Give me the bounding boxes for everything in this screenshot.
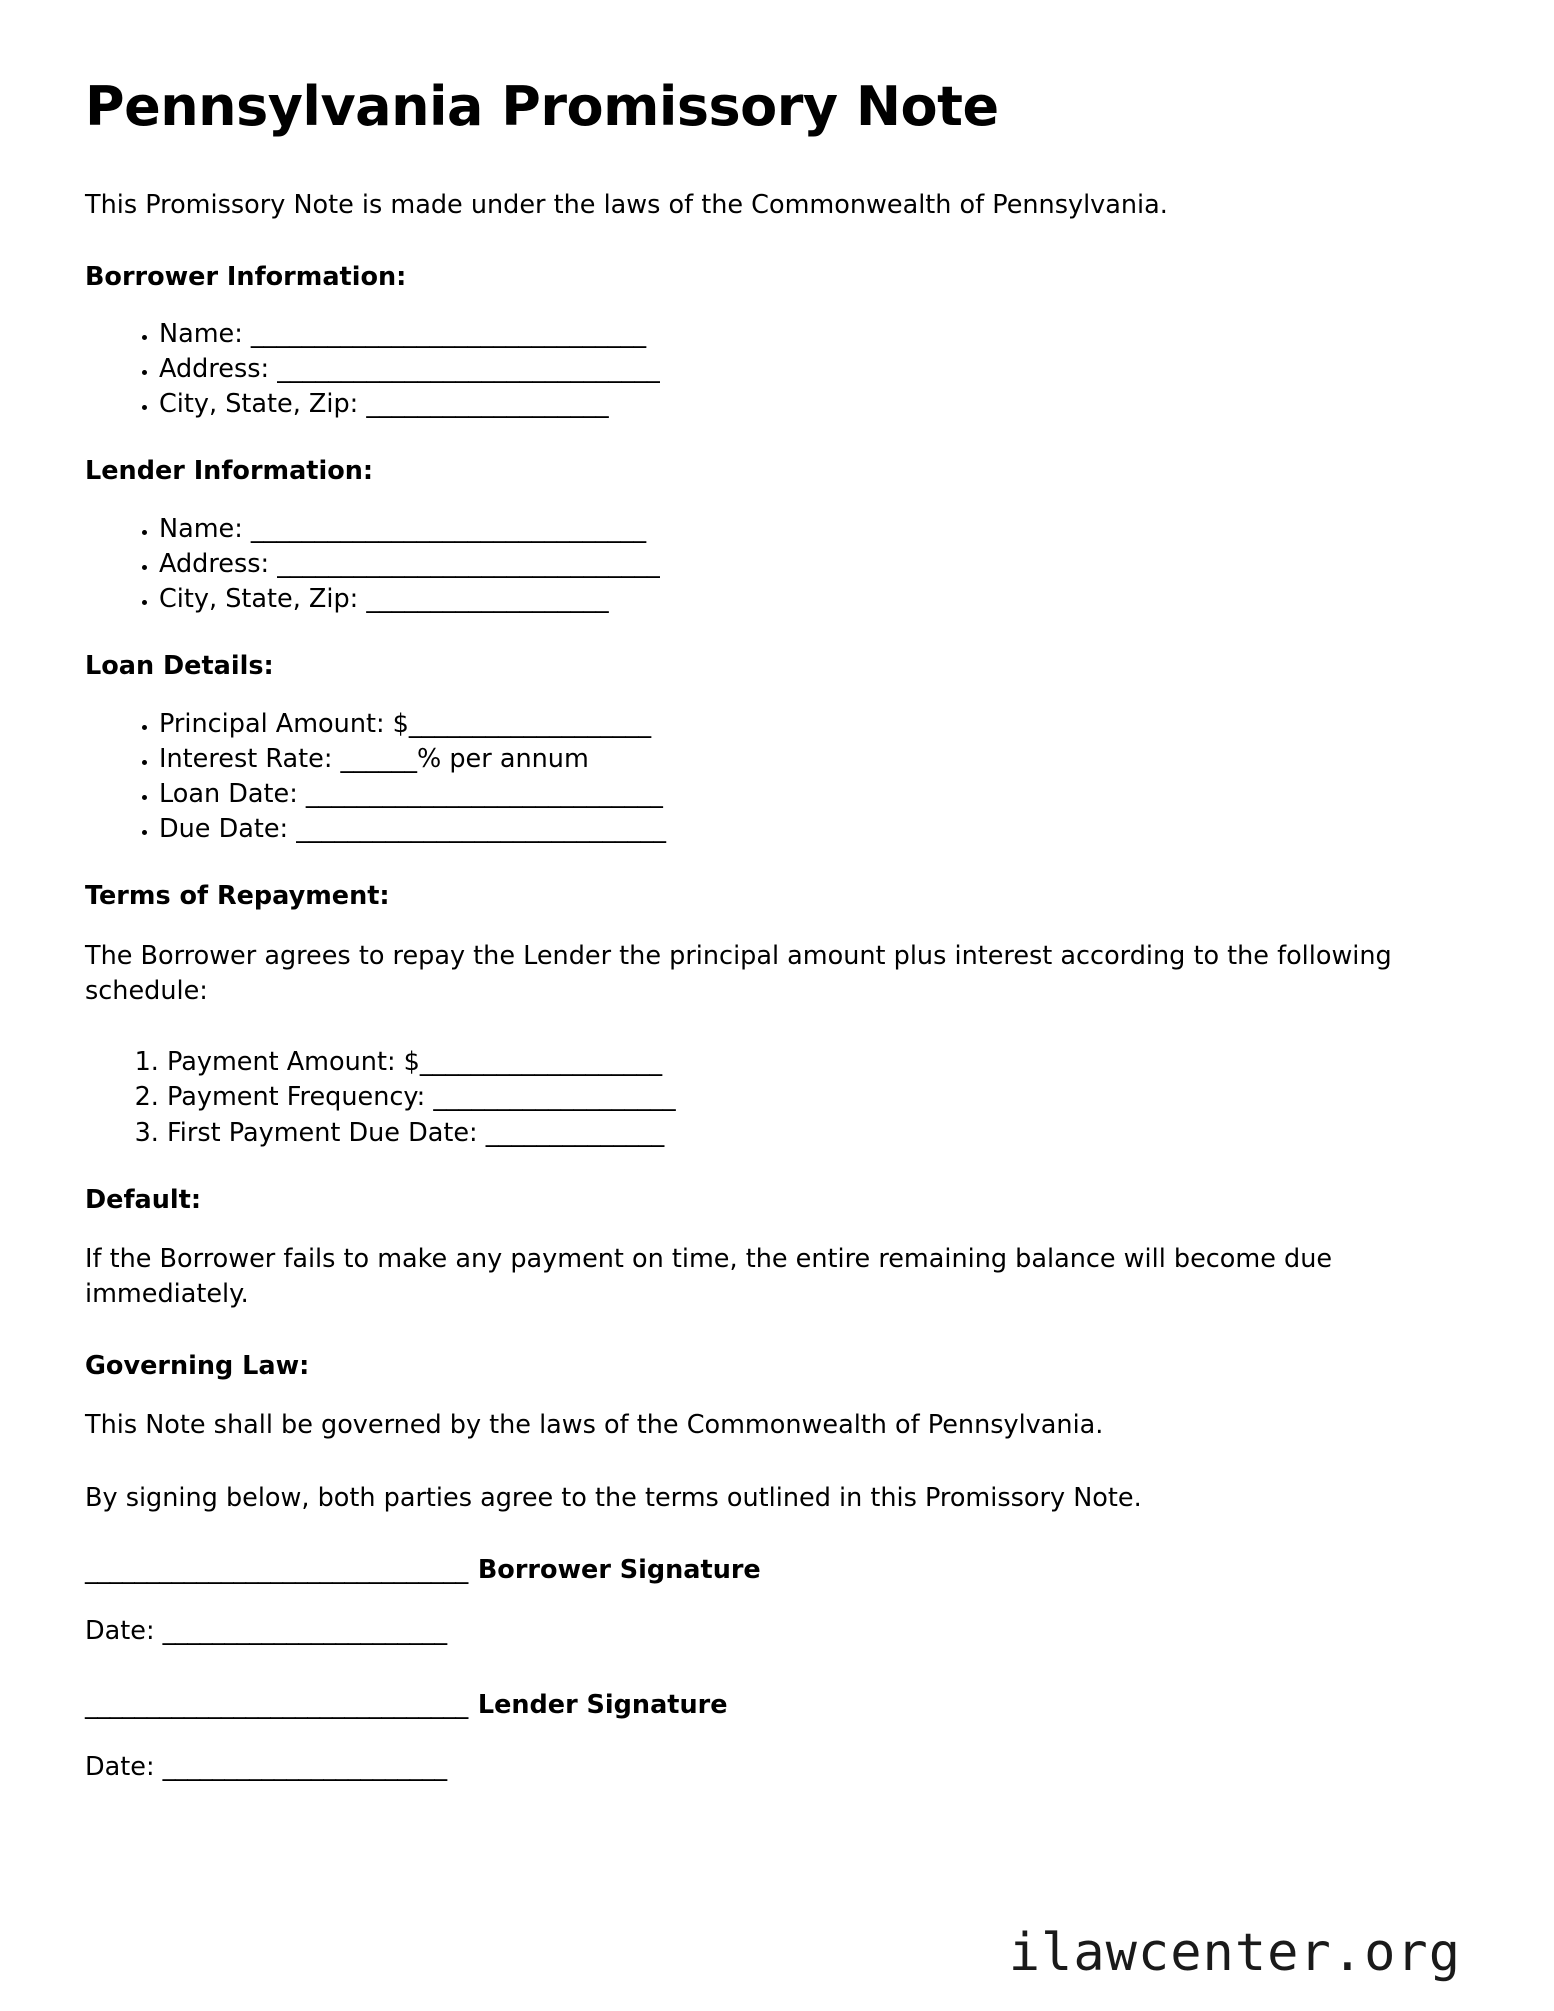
list-item: 3. First Payment Due Date: ______________ (167, 1118, 1459, 1149)
repayment-schedule-list (85, 1047, 1459, 1148)
section-heading-borrower-information: Borrower Information: (85, 261, 407, 292)
lender-date-row (85, 1752, 1459, 1784)
site-watermark: ilawcenter.org (1008, 1923, 1461, 1983)
lender-date-label: Date: (85, 1752, 155, 1783)
borrower-date-line[interactable]: _______________________ (162, 1616, 447, 1647)
lender-signature-line[interactable]: _______________________________ (85, 1690, 468, 1721)
governing-law-paragraph: This Note shall be governed by the laws of the Commonwealth of Pennsylvania. (85, 1410, 1104, 1441)
list-item: • Name: _______________________________ (159, 319, 1459, 350)
list-item: • Due Date: _____________________________ (159, 814, 1459, 845)
list-item: • Name: _______________________________ (159, 514, 1459, 545)
borrower-date-row (85, 1616, 1459, 1648)
page-title: Pennsylvania Promissory Note (85, 75, 999, 138)
lender-signature-block (85, 1690, 1459, 1722)
list-item: 1. Payment Amount: $___________________ (167, 1047, 1459, 1078)
borrower-signature-line[interactable]: _______________________________ (85, 1554, 468, 1585)
list-item: • Interest Rate: ______% per annum (159, 744, 1459, 775)
section-heading-default: Default: (85, 1184, 202, 1215)
section-heading-loan-details: Loan Details: (85, 651, 274, 682)
borrower-signature-label: Borrower Signature (477, 1554, 761, 1585)
list-item: 2. Payment Frequency: ___________________ (167, 1082, 1459, 1113)
intro-paragraph: This Promissory Note is made under the laws of the Commonwealth of Pennsylvania. (85, 190, 1168, 221)
list-item: • Address: ______________________________ (159, 354, 1459, 385)
lender-information-list (85, 514, 1459, 615)
section-heading-terms-of-repayment: Terms of Repayment: (85, 881, 390, 912)
default-paragraph: If the Borrower fails to make any payment on time, the entire remaining balance will become due immediately. (85, 1244, 1333, 1310)
repayment-paragraph: The Borrower agrees to repay the Lender the principal amount plus interest according to the following schedule: (85, 940, 1392, 1007)
section-heading-governing-law: Governing Law: (85, 1350, 310, 1381)
borrower-date-label: Date: (85, 1616, 155, 1647)
loan-details-list (85, 709, 1459, 845)
list-item: • City, State, Zip: ___________________ (159, 584, 1459, 615)
lender-date-line[interactable]: _______________________ (162, 1752, 447, 1783)
list-item: • Loan Date: ____________________________ (159, 779, 1459, 810)
borrower-signature-block (85, 1555, 1459, 1587)
section-heading-lender-information: Lender Information: (85, 456, 374, 487)
list-item: • City, State, Zip: ___________________ (159, 389, 1459, 420)
list-item: • Address: ______________________________ (159, 549, 1459, 580)
borrower-information-list (85, 319, 1459, 420)
closing-paragraph: By signing below, both parties agree to the terms outlined in this Promissory Note. (85, 1483, 1142, 1514)
list-item: • Principal Amount: $___________________ (159, 709, 1459, 740)
lender-signature-label: Lender Signature (477, 1690, 728, 1721)
